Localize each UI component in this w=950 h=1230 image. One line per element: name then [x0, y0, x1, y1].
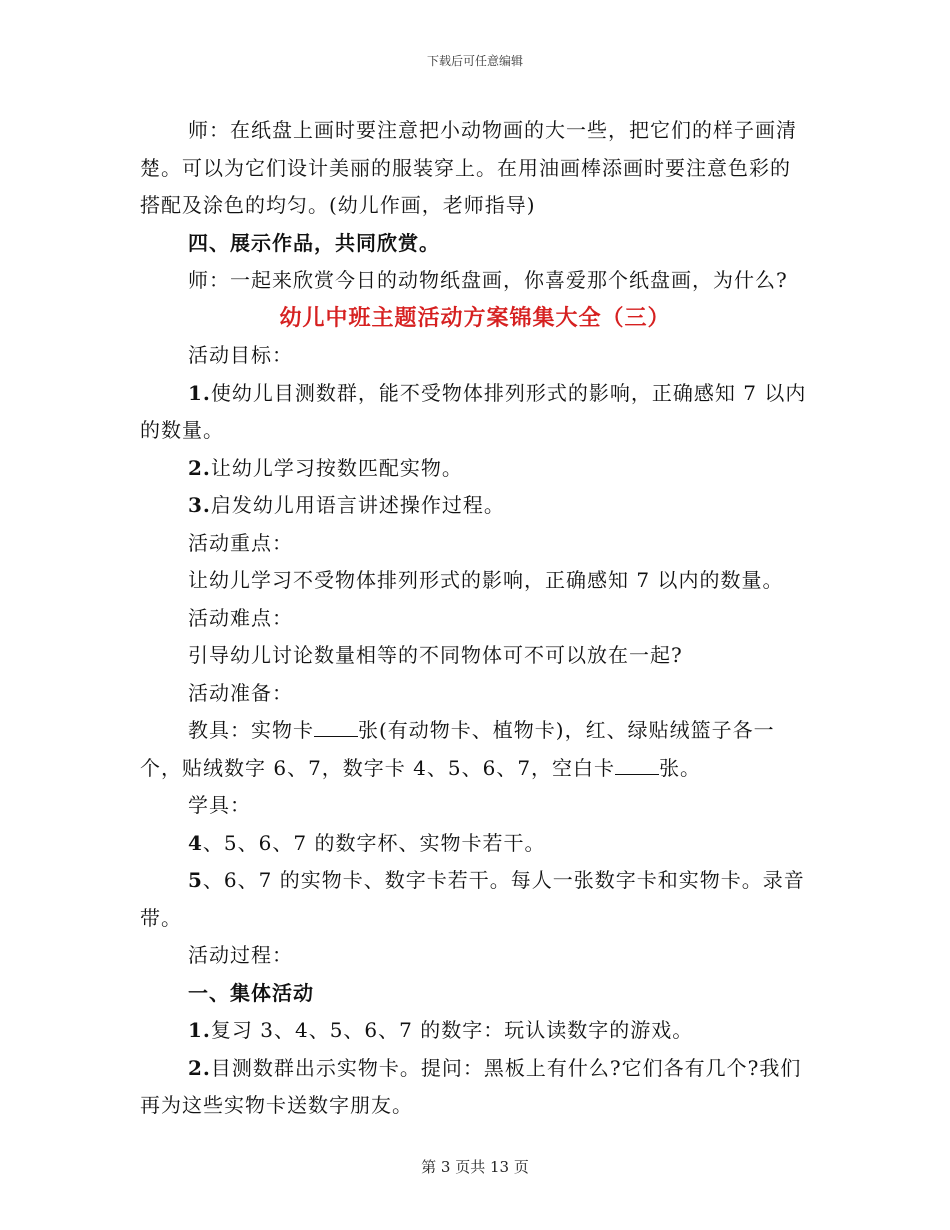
- paragraph-teacher-instruction: 师：在纸盘上画时要注意把小动物画的大一些，把它们的样子画清楚。可以为它们设计美丽的服装穿上。在用油画棒添画时要注意色彩的搭配及涂色的均匀。(幼儿作画，老师指导): [140, 118, 797, 217]
- item-number: 5: [188, 868, 203, 892]
- step-text: 复习 3、4、5、6、7 的数字：玩认读数字的游戏。: [210, 1018, 694, 1042]
- label-activity-key: 活动重点：: [188, 530, 293, 555]
- goal-text: 启发幼儿用语言讲述操作过程。: [210, 493, 505, 517]
- blank-line: [615, 756, 659, 775]
- blank-line: [314, 718, 358, 737]
- goal-number: 2.: [188, 455, 211, 480]
- goal-item-2: [140, 450, 810, 488]
- page-footer: 第 3 页共 13 页: [421, 1158, 529, 1176]
- step-number: 2.: [188, 1055, 211, 1080]
- prep-text-a: 教具：实物卡: [188, 718, 314, 742]
- goal-text: 使幼儿目测数群，能不受物体排列形式的影响，正确感知 7 以内的数量。: [140, 380, 807, 442]
- goal-item-3: [140, 487, 810, 525]
- student-item-2: [140, 862, 810, 937]
- item-text: 、5、6、7 的数字杯、实物卡若干。: [202, 830, 546, 855]
- step-text: 目测数群出示实物卡。提问：黑板上有什么?它们各有几个?我们再为这些实物卡送数字朋友。: [140, 1055, 802, 1117]
- text-teaching-aids: [140, 712, 810, 787]
- step-number: 1.: [188, 1018, 211, 1042]
- goal-number: 1.: [188, 380, 211, 405]
- document-body: [140, 112, 810, 1125]
- text-activity-difficulty: 引导幼儿讨论数量相等的不同物体可不可以放在一起?: [188, 643, 683, 667]
- document-title: 幼儿中班主题活动方案锦集大全（三）: [279, 304, 671, 331]
- step-item-2: [140, 1050, 810, 1125]
- item-number: 4: [188, 830, 203, 855]
- label-activity-process: 活动过程：: [188, 943, 293, 967]
- step-item-1: [140, 1012, 810, 1050]
- goal-number: 3.: [188, 493, 211, 517]
- text-activity-key: 让幼儿学习不受物体排列形式的影响，正确感知 7 以内的数量。: [188, 568, 784, 592]
- item-text: 、6、7 的实物卡、数字卡若干。每人一张数字卡和实物卡。录音带。: [140, 868, 805, 930]
- page-header: 下载后可任意编辑: [426, 54, 523, 68]
- label-activity-goals: 活动目标：: [188, 343, 293, 367]
- student-item-1: [140, 825, 810, 863]
- label-activity-prep: 活动准备：: [188, 680, 293, 705]
- section-heading-group-activity: 一、集体活动: [188, 980, 314, 1005]
- prep-text-c: 张。: [659, 755, 702, 780]
- goal-text: 让幼儿学习按数匹配实物。: [210, 455, 463, 480]
- label-activity-difficulty: 活动难点：: [188, 605, 293, 630]
- section-heading-show-works: 四、展示作品，共同欣赏。: [188, 230, 440, 255]
- paragraph-teacher-question: 师：一起来欣赏今日的动物纸盘画，你喜爱那个纸盘画，为什么?: [188, 268, 788, 292]
- label-student-materials: 学具：: [188, 793, 251, 817]
- prep-text-b: 张(有动物卡、植物卡)，红、绿贴绒篮子各一个，贴绒数字 6、7，数字卡 4、5、6、7，空白卡: [140, 718, 775, 780]
- goal-item-1: [140, 375, 810, 450]
